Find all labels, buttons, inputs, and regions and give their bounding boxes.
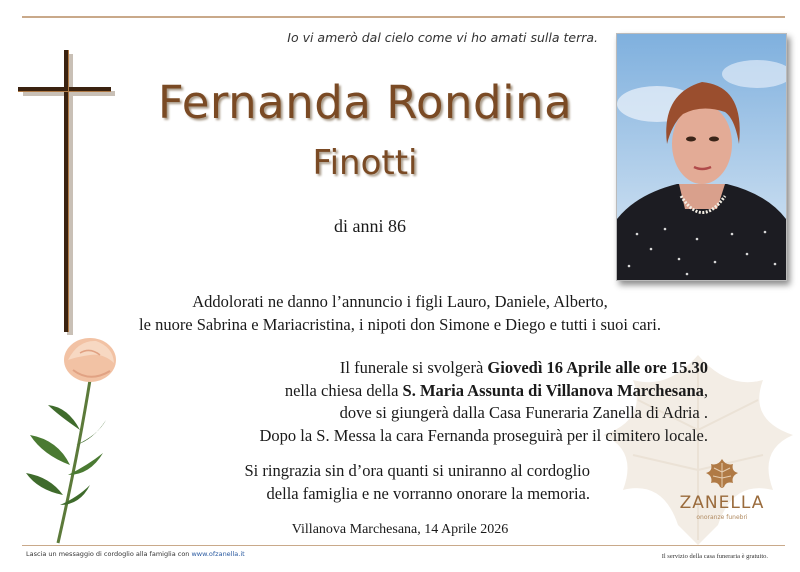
logo-name: ZANELLA: [679, 493, 765, 513]
funeral-text: ,: [703, 380, 708, 400]
funeral-church: S. Maria Assunta di Villanova Marchesana: [402, 380, 704, 400]
funeral-text: Dopo la S. Messa la cara Fernanda proseguirà per il cimitero locale.: [259, 425, 708, 445]
footer-message: [26, 550, 245, 558]
thanks-text: [150, 460, 590, 505]
website-link[interactable]: www.ofzanella.it: [191, 550, 245, 558]
announcement-line: le nuore Sabrina e Mariacristina, i nipoti don Simone e Diego e tutti i suoi cari.: [139, 314, 661, 334]
announcement-text: [40, 291, 760, 336]
top-divider: [22, 16, 785, 18]
footer-text: Lascia un messaggio di cordoglio alla famiglia con: [26, 550, 192, 558]
funeral-text: dove si giungerà dalla Casa Funeraria Zanella di Adria .: [339, 403, 708, 422]
funeral-date-time: Giovedì 16 Aprile alle ore 15.30: [487, 358, 708, 377]
deceased-maiden-name: Finotti: [312, 143, 418, 183]
bottom-divider: [22, 545, 785, 546]
rose-icon: [18, 335, 128, 545]
funeral-details: [150, 357, 708, 447]
logo-subtitle: onoranze funebri: [696, 514, 748, 521]
thanks-line: della famiglia e ne vorranno onorare la memoria.: [266, 483, 590, 503]
epitaph-quote: Io vi amerò dal cielo come vi ho amati sulla terra.: [287, 30, 598, 45]
logo-leaf-icon: [705, 458, 739, 488]
announcement-line: Addolorati ne danno l’annuncio i figli Lauro, Daniele, Alberto,: [192, 292, 608, 311]
deceased-age: di anni 86: [334, 216, 406, 236]
deceased-name: Fernanda Rondina: [157, 76, 573, 129]
thanks-line: Si ringrazia sin d’ora quanti si uniranno al cordoglio: [244, 461, 590, 480]
place-date: Villanova Marchesana, 14 Aprile 2026: [291, 522, 509, 537]
funeral-text: nella chiesa della: [284, 380, 403, 400]
portrait-photo: [616, 33, 787, 281]
funeral-text: Il funerale si svolgerà: [339, 358, 488, 377]
footer-service-note: Il servizio della casa funeraria è gratuito.: [661, 553, 768, 560]
company-logo: [672, 458, 772, 521]
